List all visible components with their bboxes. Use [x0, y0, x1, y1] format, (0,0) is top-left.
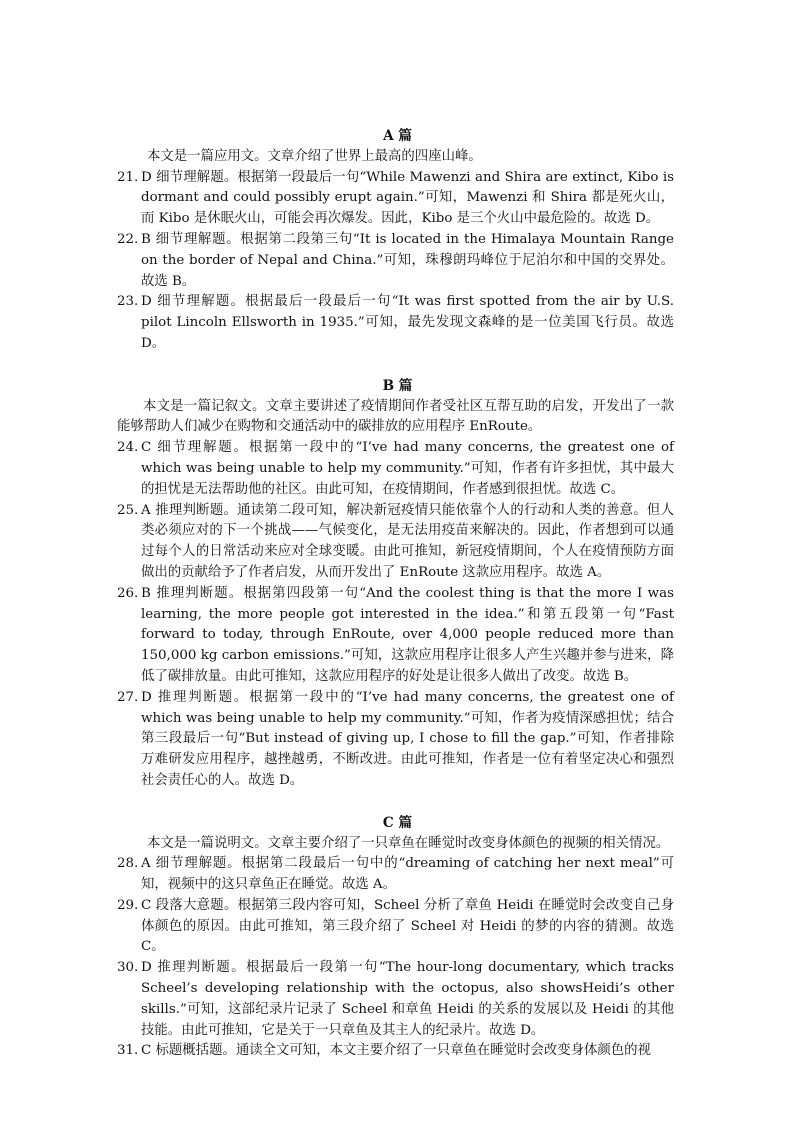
answer-item	[117, 501, 674, 584]
answer-item	[117, 584, 674, 688]
section-title: B 篇	[382, 377, 413, 394]
question-number: 31.	[117, 1043, 139, 1059]
question-number: 29.	[117, 897, 139, 913]
question-number: 26.	[117, 585, 139, 601]
question-number: 25.	[117, 502, 139, 518]
answer-item	[117, 896, 674, 958]
answer-item	[117, 854, 674, 896]
answer-explanation: B 推理判断题。根据第四段第一句“And the coolest thing is that the more I was learning, the more people got interested in the idea.”和第五段第一句“Fast forward to today, through EnRoute, over 4,000 people reduced more than 150,000 kg carbon emissions.”可知，这款应用程序让很多人产生兴趣并参与进来，降低了碳排放量。由此可推知，这款应用程序的好处是让很多人做出了改变。故选 B。	[141, 585, 674, 684]
answer-item	[117, 292, 674, 354]
page-content	[117, 126, 674, 1062]
answer-explanation: B 细节理解题。根据第二段第三句“It is located in the Himalaya Mountain Range on the border of Nepal and China.”可知，珠穆朗玛峰位于尼泊尔和中国的交界处。故选 B。	[141, 231, 674, 289]
question-number: 30.	[117, 960, 139, 976]
question-number: 21.	[117, 169, 139, 185]
answer-item	[117, 438, 674, 500]
answer-explanation: A 推理判断题。通读第二段可知，解决新冠疫情只能依靠个人的行动和人类的善意。但人类必须应对的下一个挑战——气候变化，是无法用疫苗来解决的。因此，作者想到可以通过每个人的日常活动来应对全球变暖。由此可推知，新冠疫情期间，个人在疫情预防方面做出的贡献给予了作者启发，从而开发出了 EnRoute 这款应用程序。故选 A。	[141, 502, 674, 580]
answer-explanation: C 标题概括题。通读全文可知，本文主要介绍了一只章鱼在睡觉时会改变身体颜色的视	[141, 1043, 651, 1059]
section-title: C 篇	[382, 814, 413, 831]
question-number: 24.	[117, 440, 139, 456]
answer-item	[117, 1041, 674, 1062]
question-number: 28.	[117, 856, 139, 872]
question-list	[117, 854, 674, 1062]
question-number: 23.	[117, 294, 139, 310]
section-a	[117, 126, 674, 355]
answer-explanation: D 推理判断题。根据第一段中的“I’ve had many concerns, the greatest one of which was being unable to help my community.”可知，作者为疫情深感担忧；结合第三段最后一句“But instead of giving up, I chose to fill the gap.”可知，作者排除万难研发应用程序，越挫越勇，不断改进。由此可推知，作者是一位有着坚定决心和强烈社会责任心的人。故选 D。	[141, 689, 674, 788]
answer-explanation: A 细节理解题。根据第二段最后一句中的“dreaming of catching her next meal”可知，视频中的这只章鱼正在睡觉。故选 A。	[141, 856, 674, 893]
section-intro: 本文是一篇说明文。文章主要介绍了一只章鱼在睡觉时改变身体颜色的视频的相关情况。	[147, 835, 670, 851]
question-number: 27.	[117, 689, 139, 705]
answer-explanation: D 细节理解题。根据最后一段最后一句“It was first spotted from the air by U.S. pilot Lincoln Ellsworth in 1935.”可知，最先发现文森峰的是一位美国飞行员。故选 D。	[141, 294, 674, 351]
answer-explanation: C 细节理解题。根据第一段中的“I’ve had many concerns, the greatest one of which was being unable to help my community.”可知，作者有许多担忧，其中最大的担忧是无法帮助他的社区。由此可知，在疫情期间，作者感到很担忧。故选 C。	[141, 440, 674, 497]
answer-item	[117, 688, 674, 792]
answer-item	[117, 230, 674, 292]
question-list	[117, 168, 674, 355]
question-number: 22.	[117, 231, 139, 247]
section-c	[117, 813, 674, 1063]
answer-item	[117, 168, 674, 230]
section-b	[117, 376, 674, 792]
answer-item	[117, 958, 674, 1041]
question-list	[117, 438, 674, 792]
section-title: A 篇	[383, 128, 412, 144]
answer-explanation: D 细节理解题。根据第一段最后一句“While Mawenzi and Shira are extinct, Kibo is dormant and could possibly erupt again.”可知，Mawenzi 和 Shira 都是死火山，而 Kibo 是休眠火山，可能会再次爆发。因此，Kibo 是三个火山中最危险的。故选 D。	[141, 169, 674, 227]
answer-explanation: C 段落大意题。根据第三段内容可知，Scheel 分析了章鱼 Heidi 在睡觉时会改变自己身体颜色的原因。由此可推知，第三段介绍了 Scheel 对 Heidi 的梦的内容的猜测。故选 C。	[141, 897, 674, 955]
section-intro: 本文是一篇记叙文。文章主要讲述了疫情期间作者受社区互帮互助的启发，开发出了一款能够帮助人们减少在购物和交通活动中的碳排放的应用程序 EnRoute。	[117, 398, 674, 435]
answer-explanation: D 推理判断题。根据最后一段第一句“The hour-long documentary, which tracks Scheel’s developing relationship with the octopus, also showsHeidi’s other skills.”可知，这部纪录片记录了 Scheel 和章鱼 Heidi 的关系的发展以及 Heidi 的其他技能。由此可推知，它是关于一只章鱼及其主人的纪录片。故选 D。	[141, 960, 674, 1038]
section-intro: 本文是一篇应用文。文章介绍了世界上最高的四座山峰。	[147, 148, 482, 164]
